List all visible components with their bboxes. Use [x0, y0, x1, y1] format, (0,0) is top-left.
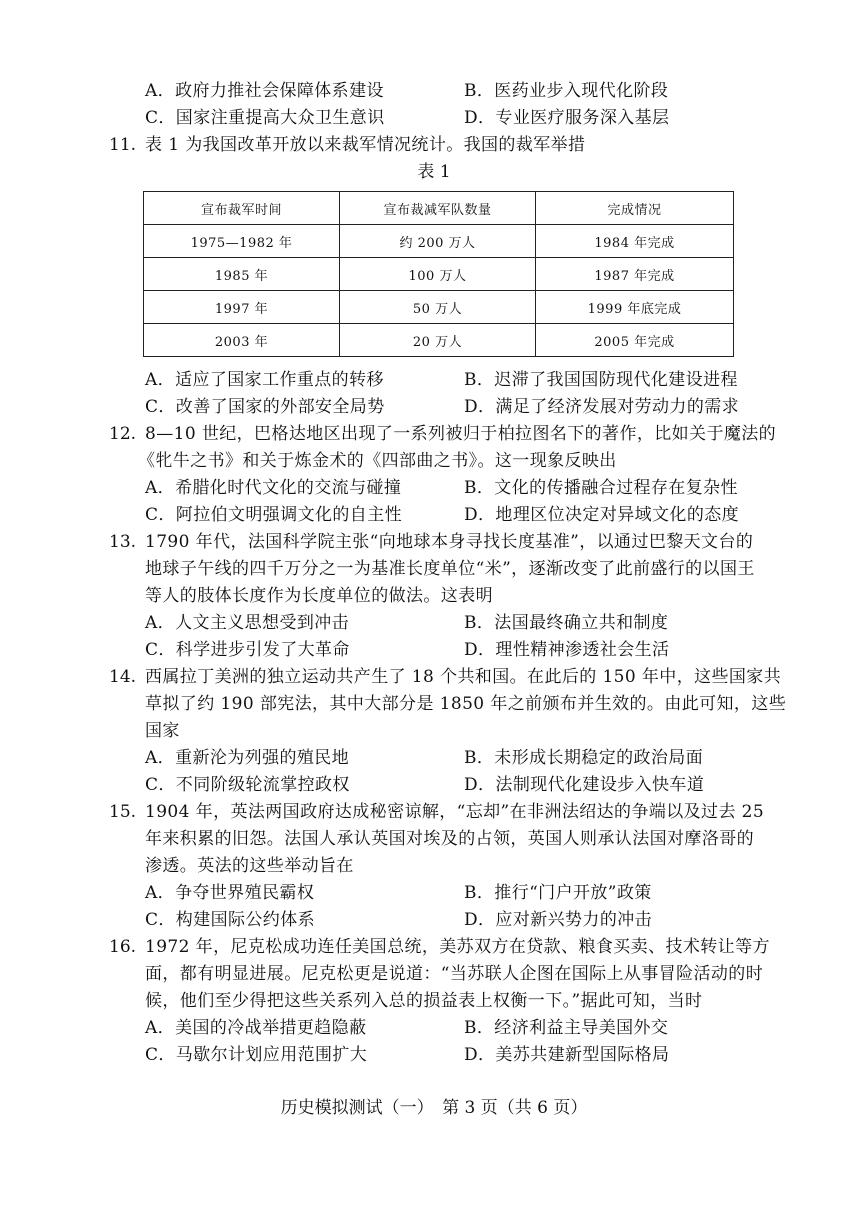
table-header-cell: 宣布裁减军队数量	[340, 192, 536, 225]
q16-option-b: B．经济利益主导美国外交	[464, 1018, 669, 1038]
table-cell: 1999 年底完成	[536, 291, 734, 324]
q16-stem-line: 候，他们至少得把这些关系列入总的损益表上权衡一下。”据此可知，当时	[145, 991, 703, 1011]
table-cell: 2005 年完成	[536, 324, 734, 357]
q13-option-a: A．人文主义思想受到冲击	[145, 613, 350, 633]
q15-option-a: A．争夺世界殖民霸权	[145, 883, 315, 903]
q15-number: 15.	[109, 802, 137, 822]
q14-stem-line: 国家	[145, 721, 180, 741]
q10-option-b: B．医药业步入现代化阶段	[464, 81, 669, 101]
q14-stem-line: 草拟了约 190 部宪法，其中大部分是 1850 年之前颁布并生效的。由此可知，这些	[145, 694, 787, 714]
q14-stem-line: 西属拉丁美洲的独立运动共产生了 18 个共和国。在此后的 150 年中，这些国家共	[145, 667, 782, 687]
table-header-row	[144, 192, 734, 225]
q16-option-a: A．美国的冷战举措更趋隐蔽	[145, 1018, 367, 1038]
table-header-cell: 宣布裁军时间	[144, 192, 340, 225]
q14-number: 14.	[109, 667, 137, 687]
table-cell: 1987 年完成	[536, 258, 734, 291]
table-caption: 表 1	[417, 162, 451, 182]
q13-option-d: D．理性精神渗透社会生活	[464, 640, 670, 660]
q15-stem-line: 渗透。英法的这些举动旨在	[145, 856, 354, 876]
q15-stem-line: 1904 年，英法两国政府达成秘密谅解，“忘却”在非洲法绍达的争端以及过去 25	[145, 802, 765, 822]
table-cell: 1985 年	[144, 258, 340, 291]
disarmament-table	[143, 191, 734, 357]
q12-option-c: C．阿拉伯文明强调文化的自主性	[145, 505, 403, 525]
table-header-cell: 完成情况	[536, 192, 734, 225]
q11-option-c: C．改善了国家的外部安全局势	[145, 397, 385, 417]
q15-option-d: D．应对新兴势力的冲击	[464, 910, 653, 930]
table-row	[144, 324, 734, 357]
table-cell: 100 万人	[340, 258, 536, 291]
q13-option-b: B．法国最终确立共和制度	[464, 613, 669, 633]
q14-option-a: A．重新沦为列强的殖民地	[145, 748, 350, 768]
q12-option-d: D．地理区位决定对异域文化的态度	[464, 505, 740, 525]
table-cell: 1984 年完成	[536, 225, 734, 258]
table-row	[144, 225, 734, 258]
q15-stem-line: 年来积累的旧怨。法国人承认英国对埃及的占领，英国人则承认法国对摩洛哥的	[145, 829, 754, 849]
q10-option-a: A．政府力推社会保障体系建设	[145, 81, 384, 101]
q13-stem-line: 等人的肢体长度作为长度单位的做法。这表明	[145, 586, 493, 606]
q15-option-c: C．构建国际公约体系	[145, 910, 316, 930]
q11-number: 11.	[109, 135, 137, 155]
q13-option-c: C．科学进步引发了大革命	[145, 640, 350, 660]
q11-option-d: D．满足了经济发展对劳动力的需求	[464, 397, 740, 417]
q12-option-a: A．希腊化时代文化的交流与碰撞	[145, 478, 402, 498]
q13-stem-line: 地球子午线的四千万分之一为基准长度单位“米”，逐渐改变了此前盛行的以国王	[145, 559, 755, 579]
q12-stem-line: 《牝牛之书》和关于炼金术的《四部曲之书》。这一现象反映出	[138, 451, 617, 471]
q16-option-c: C．马歇尔计划应用范围扩大	[145, 1045, 368, 1065]
q14-option-d: D．法制现代化建设步入快车道	[464, 775, 705, 795]
table-cell: 1997 年	[144, 291, 340, 324]
q16-stem-line: 面，都有明显进展。尼克松更是说道：“当苏联人企图在国际上从事冒险活动的时	[145, 964, 764, 984]
table-row	[144, 258, 734, 291]
q16-number: 16.	[109, 937, 137, 957]
q11-option-b: B．迟滞了我国国防现代化建设进程	[464, 370, 738, 390]
table-cell: 20 万人	[340, 324, 536, 357]
q15-option-b: B．推行“门户开放”政策	[464, 883, 652, 903]
page-footer: 历史模拟测试（一） 第 3 页（共 6 页）	[280, 1098, 588, 1118]
q16-option-d: D．美苏共建新型国际格局	[464, 1045, 670, 1065]
q10-option-c: C．国家注重提高大众卫生意识	[145, 108, 385, 128]
q14-option-c: C．不同阶级轮流掌控政权	[145, 775, 350, 795]
q14-option-b: B．未形成长期稳定的政治局面	[464, 748, 704, 768]
q10-option-d: D．专业医疗服务深入基层	[464, 108, 670, 128]
table-cell: 约 200 万人	[340, 225, 536, 258]
table-cell: 1975—1982 年	[144, 225, 340, 258]
q12-option-b: B．文化的传播融合过程存在复杂性	[464, 478, 738, 498]
q12-stem-line: 8—10 世纪，巴格达地区出现了一系列被归于柏拉图名下的著作，比如关于魔法的	[145, 424, 777, 444]
table-cell: 2003 年	[144, 324, 340, 357]
q13-stem-line: 1790 年代，法国科学院主张“向地球本身寻找长度基准”，以通过巴黎天文台的	[145, 532, 754, 552]
table-row	[144, 291, 734, 324]
q13-number: 13.	[109, 532, 137, 552]
table-cell: 50 万人	[340, 291, 536, 324]
q11-option-a: A．适应了国家工作重点的转移	[145, 370, 384, 390]
q11-stem: 表 1 为我国改革开放以来裁军情况统计。我国的裁军举措	[145, 135, 586, 155]
q16-stem-line: 1972 年，尼克松成功连任美国总统，美苏双方在贷款、粮食买卖、技术转让等方	[145, 937, 770, 957]
q12-number: 12.	[109, 424, 137, 444]
